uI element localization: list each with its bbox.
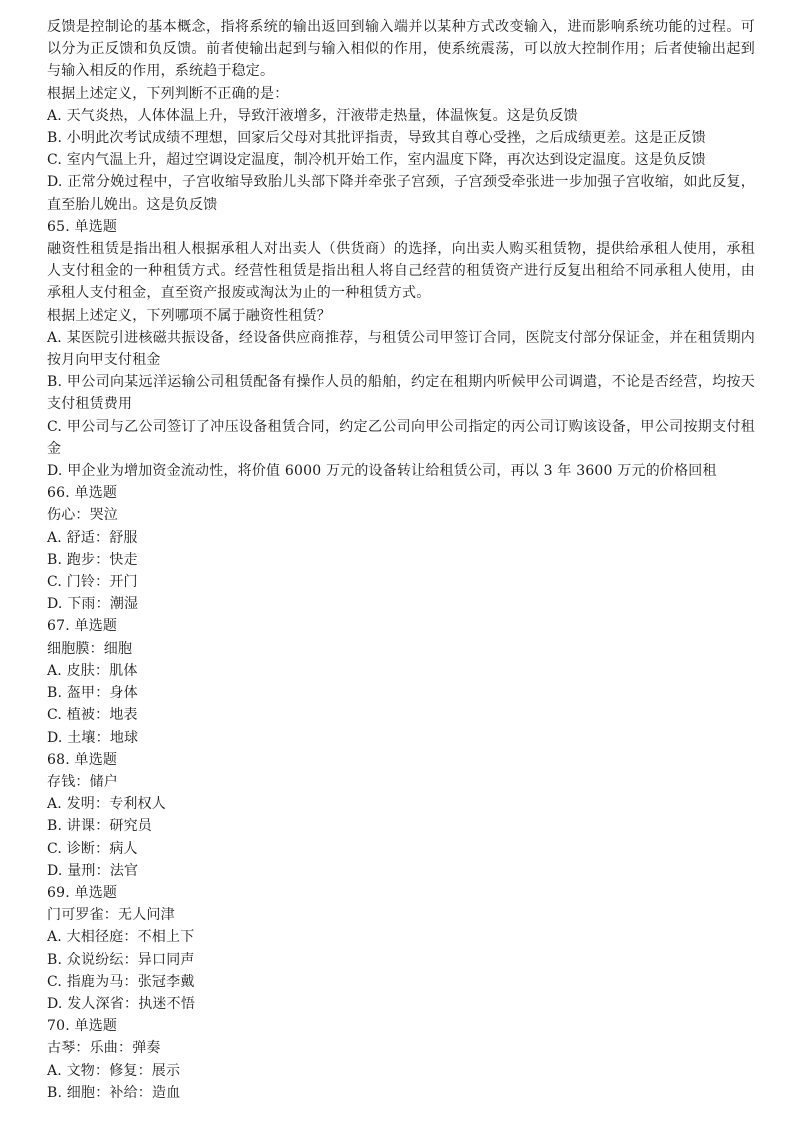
option-b: B. 小明此次考试成绩不理想，回家后父母对其批评指责，导致其自尊心受挫，之后成绩更差。这是正反馈 — [47, 130, 706, 147]
option-a: A. 某医院引进核磁共振设备，经设备供应商推荐，与租赁公司甲签订合同，医院支付部分保证金，并在租赁期内按月向甲支付租金 — [47, 329, 755, 369]
option-b: B. 讲课：研究员 — [47, 818, 152, 835]
option-d: D. 量刑：法官 — [47, 862, 139, 879]
document-page — [47, 16, 755, 1104]
option-c: C. 室内气温上升，超过空调设定温度，制冷机开始工作，室内温度下降，再次达到设定温度。这是负反馈 — [47, 152, 706, 169]
option-d: D. 甲企业为增加资金流动性，将价值 6000 万元的设备转让给租赁公司，再以 3 年 3600 万元的价格回租 — [47, 463, 717, 480]
option-d: D. 正常分娩过程中，子宫收缩导致胎儿头部下降并牵张子宫颈，子宫颈受牵张进一步加强子宫收缩，如此反复，直至胎儿娩出。这是负反馈 — [47, 174, 755, 213]
option-a: A. 文物：修复：展示 — [47, 1062, 181, 1079]
option-a: A. 发明：专利权人 — [47, 796, 167, 813]
question-69 — [47, 882, 755, 1015]
question-prompt: 根据上述定义，下列判断不正确的是： — [47, 85, 289, 102]
option-c: C. 指鹿为马：张冠李戴 — [47, 973, 195, 990]
question-stem: 门可罗雀：无人问津 — [47, 907, 175, 924]
option-c: C. 甲公司与乙公司签订了冲压设备租赁合同，约定乙公司向甲公司指定的丙公司订购该设备，甲公司按期支付租金 — [47, 418, 755, 457]
question-66 — [47, 482, 755, 615]
option-b: B. 盔甲：身体 — [47, 685, 138, 702]
question-68 — [47, 749, 755, 882]
option-b: B. 细胞：补给：造血 — [47, 1084, 181, 1101]
question-stem: 存钱：储户 — [47, 773, 118, 790]
option-b: B. 众说纷纭：异口同声 — [47, 951, 195, 968]
question-stem: 古琴：乐曲：弹奏 — [47, 1040, 161, 1057]
option-b: B. 甲公司向某远洋运输公司租赁配备有操作人员的船舶，约定在租期内听候甲公司调遣，不论是否经营，均按天支付租赁费用 — [47, 374, 755, 413]
option-d: D. 土壤：地球 — [47, 729, 139, 746]
question-header: 66. 单选题 — [47, 485, 118, 502]
question-header: 70. 单选题 — [47, 1018, 118, 1035]
definition-text: 反馈是控制论的基本概念，指将系统的输出返回到输入端并以某种方式改变输入，进而影响系统功能的过程。可以分为正反馈和负反馈。前者使输出起到与输入相似的作用，使系统震荡，可以放大控制作用；后者使输出起到与输入相反的作用，系统趋于稳定。 — [47, 19, 755, 80]
question-prompt: 根据上述定义，下列哪项不属于融资性租赁？ — [47, 307, 331, 324]
question-header: 69. 单选题 — [47, 884, 118, 901]
option-a: A. 大相径庭：不相上下 — [47, 929, 195, 946]
option-c: C. 门铃：开门 — [47, 574, 138, 591]
question-stem: 细胞膜：细胞 — [47, 640, 133, 657]
option-c: C. 诊断：病人 — [47, 840, 138, 857]
question-stem: 伤心：哭泣 — [47, 507, 118, 524]
option-b: B. 跑步：快走 — [47, 551, 138, 568]
option-a: A. 舒适：舒服 — [47, 529, 138, 546]
question-stem: 融资性租赁是指出租人根据承租人对出卖人（供货商）的选择，向出卖人购买租赁物，提供给承租人使用，承租人支付租金的一种租赁方式。经营性租赁是指出租人将自己经营的租赁资产进行反复出租给不同承租人使用，由承租人支付租金，直至资产报废或淘汰为止的一种租赁方式。 — [47, 241, 755, 302]
question-header: 68. 单选题 — [47, 751, 118, 768]
question-70 — [47, 1015, 755, 1104]
question-64-tail — [47, 16, 755, 216]
option-c: C. 植被：地表 — [47, 707, 138, 724]
option-a: A. 皮肤：肌体 — [47, 662, 138, 679]
option-a: A. 天气炎热，人体体温上升，导致汗液增多，汗液带走热量，体温恢复。这是负反馈 — [47, 107, 578, 124]
option-d: D. 发人深省：执迷不悟 — [47, 995, 196, 1012]
question-header: 65. 单选题 — [47, 218, 118, 235]
question-header: 67. 单选题 — [47, 618, 118, 635]
question-67 — [47, 615, 755, 748]
question-65 — [47, 216, 755, 482]
option-d: D. 下雨：潮湿 — [47, 596, 139, 613]
